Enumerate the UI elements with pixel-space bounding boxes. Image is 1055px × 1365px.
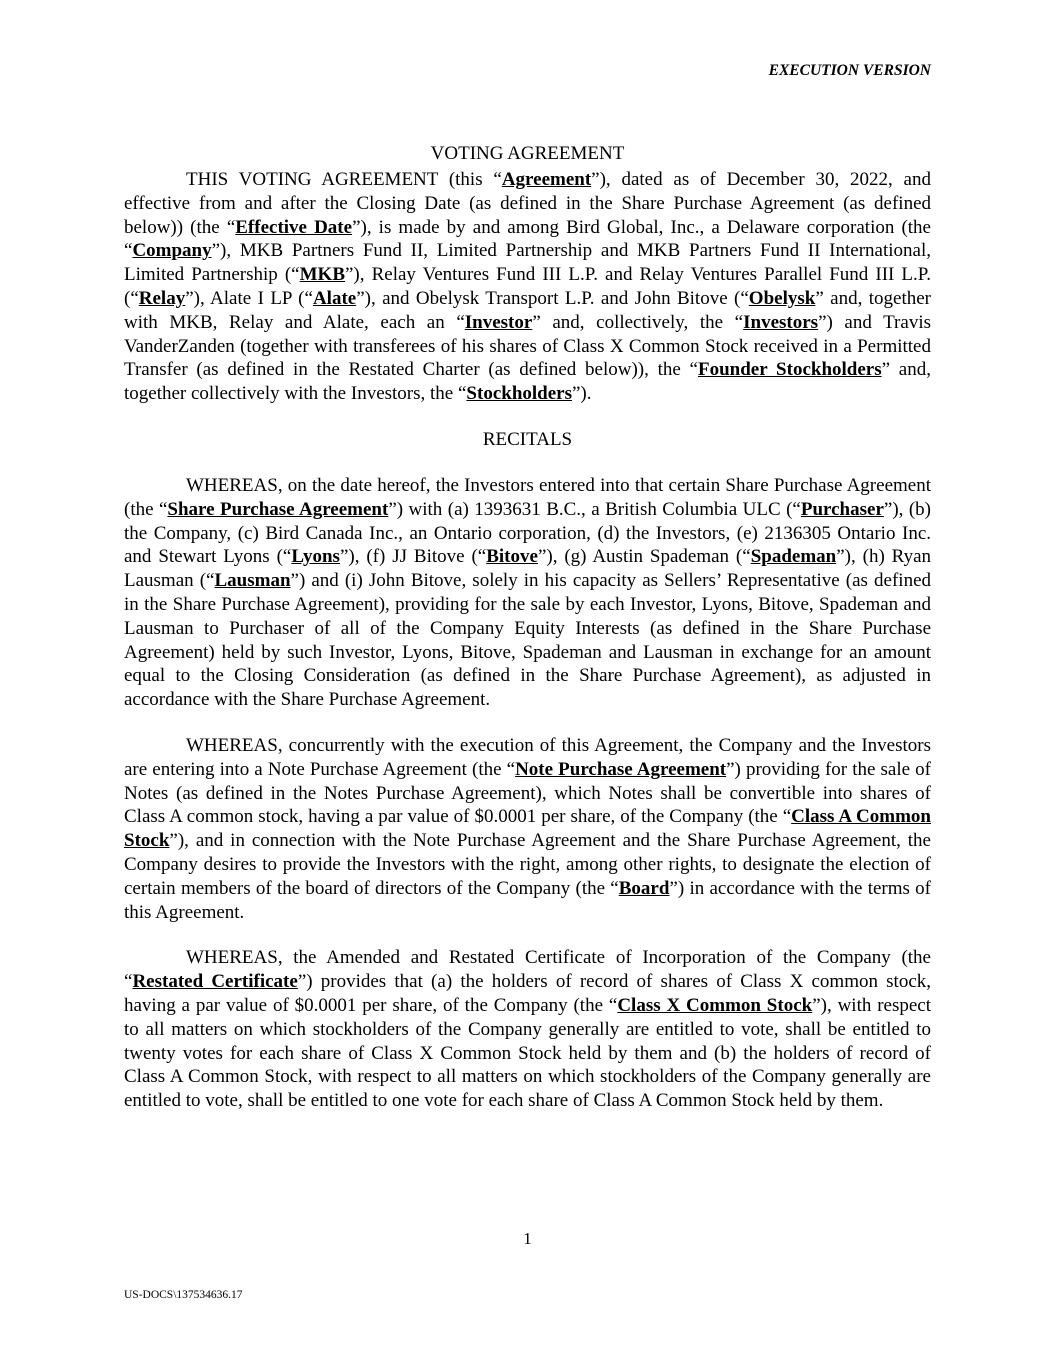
paragraph-text: ”), with respect to all matters on which stockholders of the Company generally are entitled to vote, shall be entitled to twenty votes for each share of Class X Common Stock held by them and (b) the holders of record of Class A Common Stock, with respect to all matters on which stockholders of the Company generally are entitled to vote, shall be entitled to one vote for each share of Class A Common Stock held by them.: [124, 994, 932, 1112]
defined-term: Lyons: [291, 546, 340, 568]
paragraph-text: ”) provides that (a) the holders of record of shares of Class X common stock, having a par value of $0.0001 per share, of the Company (the “: [124, 971, 932, 1016]
paragraph-text: ”), (b) the Company, (c) Bird Canada Inc., an Ontario corporation, (d) the Investors, (e) 2136305 Ontario Inc. and Stewart Lyons (“: [124, 498, 931, 568]
paragraph-gap: [124, 924, 931, 946]
document-title: VOTING AGREEMENT: [430, 143, 625, 164]
defined-term: Note Purchase Agreement: [515, 758, 727, 780]
paragraph-text: ”), Relay Ventures Fund III L.P. and Relay Ventures Parallel Fund III L.P. (“: [124, 264, 931, 309]
defined-term: Investor: [464, 311, 533, 333]
paragraph-text: ”), and Obelysk Transport L.P. and John Bitove (“: [356, 287, 749, 309]
defined-term: Company: [132, 240, 212, 262]
defined-term: Board: [618, 877, 670, 899]
defined-term: Bitove: [486, 546, 538, 568]
paragraph-text: WHEREAS, concurrently with the execution of this Agreement, the Company and the Investors are entering into a Note Purchase Agreement (the “: [124, 734, 931, 780]
paragraph-text: WHEREAS, the Amended and Restated Certificate of Incorporation of the Company (the “: [124, 947, 931, 993]
defined-term: Purchaser: [800, 498, 884, 520]
recital-paragraph: [124, 474, 931, 712]
defined-term: Class A Common Stock: [124, 806, 931, 852]
paragraph-text: ”) in accordance with the terms of this Agreement.: [124, 877, 931, 923]
defined-term: Effective Date: [235, 216, 353, 238]
paragraph-text: ”) and Travis VanderZanden (together with transferees of his shares of Class X Common Stock received in a Permitted Transfer (as defined in the Restated Charter (as defined below)), the “: [124, 311, 931, 381]
defined-term: Founder Stockholders: [697, 359, 882, 381]
page-number: 1: [523, 1229, 532, 1248]
paragraph-text: ”), MKB Partners Fund II, Limited Partnership and MKB Partners Fund II International, Limited Partnership (“: [124, 240, 931, 286]
document-body: [124, 142, 931, 1113]
paragraph-text: ”), and in connection with the Note Purchase Agreement and the Share Purchase Agreement, the Company desires to provide the Investors with the right, among other rights, to designate the election of certain members of the board of directors of the Company (the “: [124, 830, 931, 899]
recital-paragraph: [124, 734, 931, 924]
defined-term: Agreement: [501, 169, 592, 190]
defined-term: Stockholders: [466, 383, 572, 405]
paragraph-text: ”), (f) JJ Bitove (“: [339, 546, 487, 568]
document-id: US-DOCS\137534636.17: [124, 1289, 243, 1301]
intro-paragraph: [124, 168, 931, 406]
paragraph-text: ”) providing for the sale of Notes (as defined in the Notes Purchase Agreement), which Notes shall be convertible into shares of Class A common stock, having a par value of $0.0001 per share, of the Company (the “: [124, 758, 931, 828]
paragraph-text: ”), is made by and among Bird Global, Inc., a Delaware corporation (the “: [124, 216, 931, 262]
paragraph-text: ”), Alate I LP (“: [185, 287, 313, 309]
paragraph-text: ”) with (a) 1393631 B.C., a British Columbia ULC (“: [388, 498, 801, 520]
defined-term: Investors: [743, 311, 819, 333]
defined-term: Lausman: [214, 570, 291, 592]
defined-term: Alate: [312, 287, 357, 309]
paragraph-text: ” and, collectively, the “: [532, 311, 744, 333]
defined-term: Restated Certificate: [132, 971, 298, 993]
paragraph-gap: [124, 712, 931, 734]
paragraph-text: ” and, together collectively with the Investors, the “: [124, 359, 931, 405]
execution-version-label: EXECUTION VERSION: [768, 62, 931, 79]
paragraph-text: THIS VOTING AGREEMENT (this “: [186, 169, 502, 190]
paragraph-text: ”), (g) Austin Spademan (“: [537, 546, 751, 568]
recital-paragraph: [124, 946, 931, 1113]
defined-term: Share Purchase Agreement: [167, 498, 389, 520]
defined-term: Obelysk: [748, 287, 816, 309]
paragraph-text: ”).: [572, 383, 592, 405]
paragraph-text: ” and, together with MKB, Relay and Alate, each an “: [124, 287, 931, 333]
defined-term: MKB: [299, 264, 345, 286]
defined-term: Spademan: [750, 546, 837, 568]
recitals-heading: RECITALS: [482, 428, 573, 450]
paragraph-text: WHEREAS, on the date hereof, the Investors entered into that certain Share Purchase Agreement (the “: [124, 474, 931, 520]
defined-term: Relay: [138, 287, 186, 309]
paragraph-text: ”) and (i) John Bitove, solely in his capacity as Sellers’ Representative (as defined in the Share Purchase Agreement), providing for the sale by each Investor, Lyons, Bitove, Spademan and Lausman to Purchaser of all of the Company Equity Interests (as defined in the Share Purchase Agreement) held by such Investor, Lyons, Bitove, Spademan and Lausman in exchange for an amount equal to the Closing Consideration (as defined in the Share Purchase Agreement), as adjusted in accordance with the Share Purchase Agreement.: [124, 570, 931, 711]
paragraph-text: ”), dated as of December 30, 2022, and effective from and after the Closing Date (as defined in the Share Purchase Agreement (as defined below)) (the “: [124, 169, 931, 238]
paragraph-text: ”), (h) Ryan Lausman (“: [124, 546, 932, 592]
defined-term: Class X Common Stock: [617, 994, 813, 1016]
